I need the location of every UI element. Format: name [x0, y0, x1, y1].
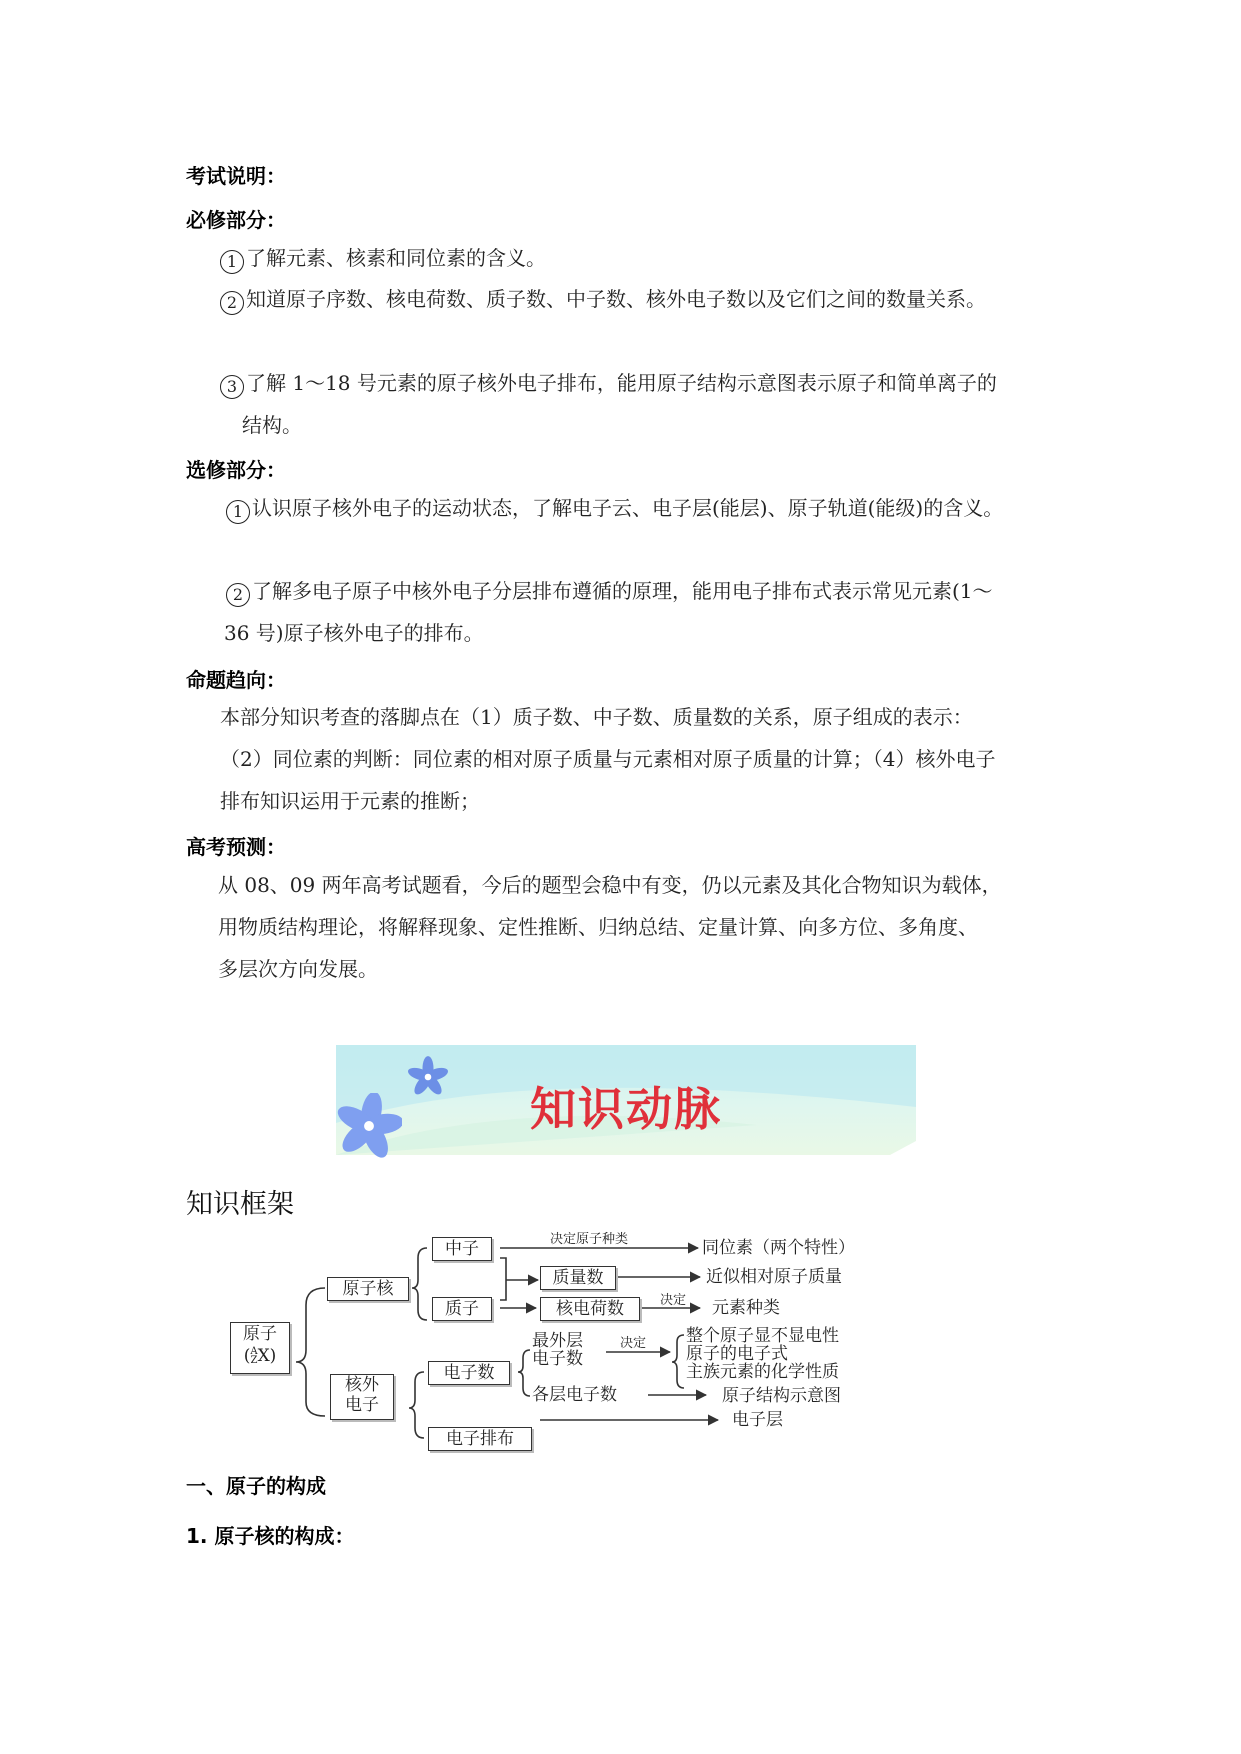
item-number: 1	[220, 250, 244, 274]
outer-electrons-label-2: 电子数	[532, 1349, 583, 1369]
decide2-label: 决定	[620, 1336, 647, 1351]
required-item-3-cont: 结构。	[242, 413, 302, 437]
neutral-label: 整个原子显不显电性	[686, 1326, 839, 1346]
extranuclear-box	[330, 1374, 394, 1420]
elective-item-2-cont: 36 号)原子核外电子的排布。	[224, 621, 484, 645]
item-number: 2	[220, 291, 244, 315]
electron-formula-label: 原子的电子式	[686, 1344, 788, 1364]
electron-count-box: 电子数	[428, 1361, 510, 1385]
element-type-label: 元素种类	[712, 1298, 780, 1318]
structure-diagram-label: 原子结构示意图	[722, 1386, 841, 1406]
trend-line: （2）同位素的判断：同位素的相对原子质量与元素相对原子质量的计算；（4）核外电子	[220, 747, 996, 771]
item-text: 了解 1～18 号元素的原子核外电子排布，能用原子结构示意图表示原子和简单离子的	[246, 371, 997, 395]
decide-label: 决定	[660, 1293, 687, 1308]
proton-box: 质子	[432, 1297, 492, 1321]
item-text: 了解元素、核素和同位素的含义。	[246, 246, 546, 270]
forecast-line: 用物质结构理论，将解释现象、定性推断、归纳总结、定量计算、向多方位、多角度、	[218, 915, 978, 939]
mass-number-box: 质量数	[540, 1266, 616, 1290]
item-number: 3	[220, 375, 244, 399]
forecast-line: 多层次方向发展。	[218, 957, 378, 981]
nucleus-box: 原子核	[327, 1277, 409, 1301]
item-text: 知道原子序数、核电荷数、质子数、中子数、核外电子数以及它们之间的数量关系。	[246, 287, 986, 311]
section-1-1-heading: 1. 原子核的构成：	[186, 1524, 355, 1548]
banner-title: 知识动脉	[530, 1082, 722, 1136]
forecast-line: 从 08、09 两年高考试题看，今后的题型会稳中有变，仍以元素及其化合物知识为载体，	[218, 873, 1002, 897]
trend-heading: 命题趋向：	[186, 668, 286, 692]
required-heading: 必修部分：	[186, 208, 286, 232]
forecast-heading: 高考预测：	[186, 835, 286, 859]
item-text: 了解多电子原子中核外电子分层排布遵循的原理，能用电子排布式表示常见元素(1～	[252, 579, 993, 603]
trend-line: 本部分知识考查的落脚点在（1）质子数、中子数、质量数的关系，原子组成的表示：	[220, 705, 973, 729]
approx-mass-label: 近似相对原子质量	[706, 1267, 842, 1287]
decide-atom-type-label: 决定原子种类	[550, 1232, 629, 1247]
electron-label: 电子	[345, 1395, 379, 1415]
atom-label: 原子	[243, 1324, 277, 1344]
elective-heading: 选修部分：	[186, 458, 286, 482]
section-1-heading: 一、原子的构成	[186, 1474, 326, 1498]
item-number: 1	[226, 500, 250, 524]
atom-box	[230, 1322, 290, 1374]
item-number: 2	[226, 583, 250, 607]
isotope-label: 同位素（两个特性）	[702, 1238, 855, 1258]
outer-electrons-label: 最外层	[532, 1331, 583, 1351]
trend-line: 排布知识运用于元素的推断；	[220, 789, 480, 813]
exam-heading: 考试说明：	[186, 164, 286, 188]
chem-property-label: 主族元素的化学性质	[686, 1362, 839, 1382]
item-text: 认识原子核外电子的运动状态，了解电子云、电子层(能层)、原子轨道(能级)的含义。	[252, 496, 1004, 520]
electron-shell-label: 电子层	[732, 1410, 783, 1430]
atom-symbol: ( A Z X)	[243, 1346, 277, 1366]
framework-heading: 知识框架	[186, 1189, 294, 1220]
extranuclear-label: 核外	[345, 1375, 379, 1395]
layer-electrons-label: 各层电子数	[532, 1385, 617, 1405]
neutron-box: 中子	[432, 1237, 492, 1261]
nuclear-charge-box: 核电荷数	[540, 1297, 640, 1321]
electron-arrangement-box: 电子排布	[428, 1427, 532, 1451]
